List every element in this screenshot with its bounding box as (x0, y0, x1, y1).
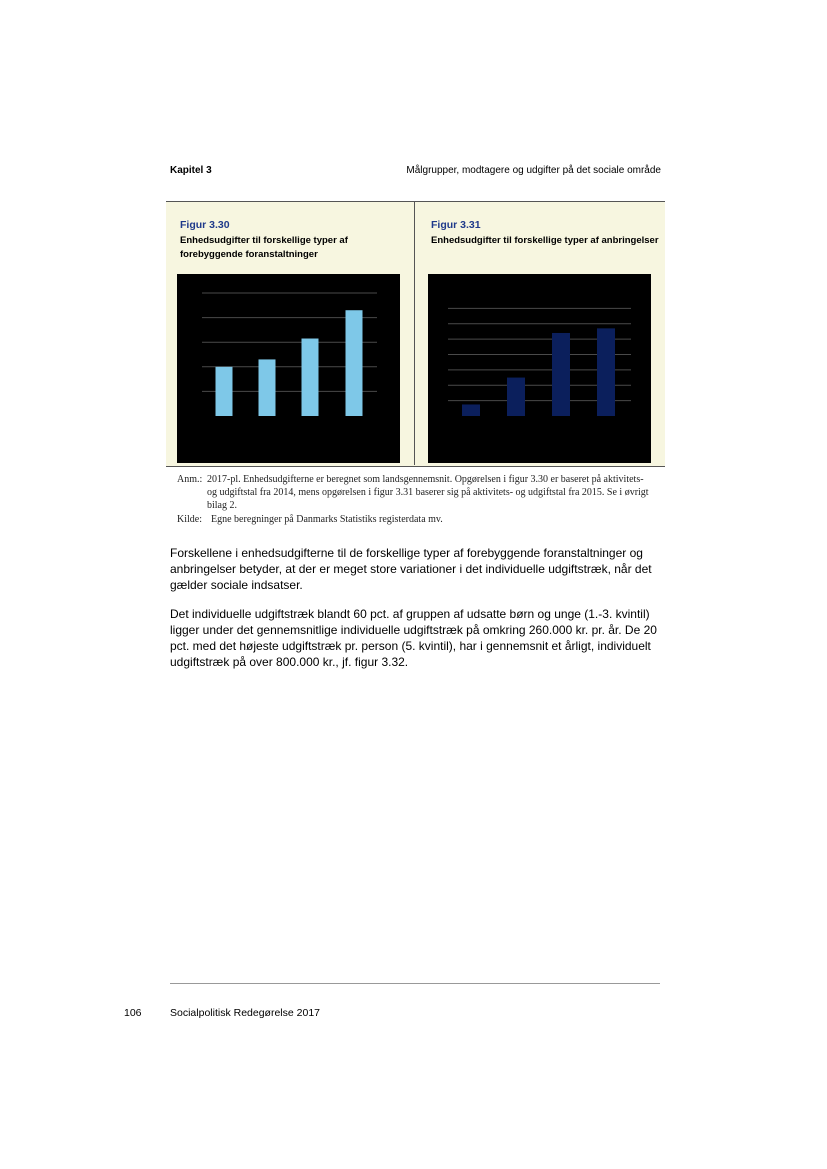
figure-3-31-number: Figur 3.31 (431, 219, 481, 231)
chart-figure-3-30 (177, 274, 400, 463)
figure-3-30-title: Enhedsudgifter til forskellige typer af forebyggende foranstaltninger (180, 235, 348, 260)
note-anm-text: 2017-pl. Enhedsudgifterne er beregnet som landsgennemsnit. Opgørelsen i figur 3.30 er baseret på aktivitets- og udgiftstal fra 2014, mens opgørelsen i figur 3.31 baserer sig på aktivitets- og udgiftstal fra 2015. Se i øvrigt bilag 2. (207, 474, 649, 511)
publication-title: Socialpolitisk Redegørelse 2017 (170, 1007, 320, 1019)
chapter-label: Kapitel 3 (170, 165, 212, 176)
note-source-label: Kilde: (177, 514, 202, 525)
footer-rule (170, 983, 660, 984)
figure-3-31-title: Enhedsudgifter til forskellige typer af anbringelser (431, 235, 659, 246)
bar-4 (346, 310, 363, 416)
page-number: 106 (124, 1007, 142, 1019)
bar-4 (597, 328, 615, 416)
bar-2 (259, 359, 276, 416)
body-paragraph-1: Forskellene i enhedsudgifterne til de forskellige typer af forebyggende foranstaltninger og anbringelser betyder, at der er meget store variationer i det individuelle udgiftstræk, når det gælder sociale indsatser. (170, 546, 652, 592)
figure-divider (414, 201, 415, 465)
chart-figure-3-31 (428, 274, 651, 463)
body-paragraph-2: Det individuelle udgiftstræk blandt 60 pct. af gruppen af udsatte børn og unge (1.-3. kvintil) ligger under det gennemsnitlige individuelle udgiftstræk på omkring 260.000 kr. pr. år. De 20 pct. med det højeste udgiftstræk pr. person (5. kvintil), har i gennemsnit et årligt, individuelt udgiftstræk på over 800.000 kr., jf. figur 3.32. (170, 607, 657, 669)
bar-1 (216, 367, 233, 416)
bar-1 (462, 404, 480, 416)
note-anm-label: Anm.: (177, 474, 203, 485)
bar-3 (552, 333, 570, 416)
bar-3 (302, 339, 319, 416)
bar-2 (507, 378, 525, 416)
figure-3-30-number: Figur 3.30 (180, 219, 230, 231)
section-title: Målgrupper, modtagere og udgifter på det sociale område (406, 165, 661, 176)
note-source-text: Egne beregninger på Danmarks Statistiks registerdata mv. (211, 514, 443, 525)
